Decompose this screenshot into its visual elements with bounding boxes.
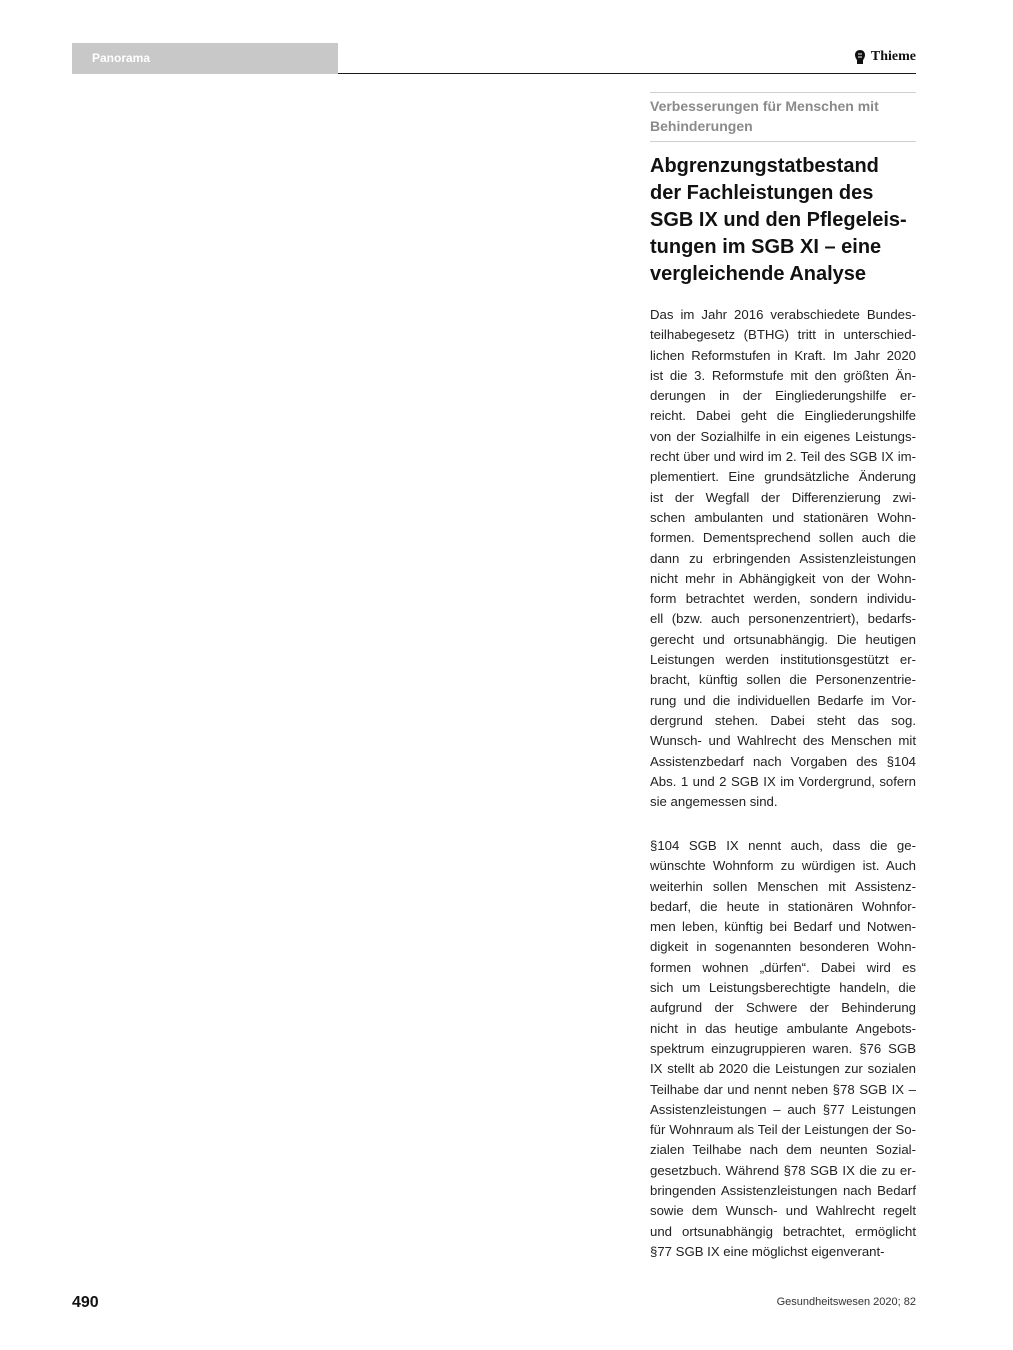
text-line: dergrund stehen. Dabei steht das sog. (650, 712, 916, 728)
text-line: zialen Teilhabe nach dem neunten Sozial- (650, 1142, 916, 1158)
text-line: gesetzbuch. Während §78 SGB IX die zu er- (650, 1162, 916, 1178)
publisher-brand (854, 48, 916, 66)
article-kicker: Verbesserungen für Menschen mit Behinderungen (650, 98, 879, 134)
text-line: nicht mehr in Abhängigkeit von der Wohn- (650, 570, 916, 586)
text-line: und ortsunabhängig betrachtet, ermöglicht (650, 1223, 916, 1239)
thieme-logo-icon (854, 50, 866, 64)
page-number: 490 (72, 1294, 99, 1311)
section-label: Panorama (72, 43, 338, 74)
text-line: Leistungen werden institutionsgestützt er- (650, 652, 916, 668)
text-line: von der Sozialhilfe in ein eigenes Leistungs- (650, 428, 916, 444)
text-line: Assistenzbedarf nach Vorgaben des §104 (650, 753, 916, 769)
text-line: aufgrund der Schwere der Behinderung (650, 1000, 916, 1016)
text-line: ist der Wegfall der Differenzierung zwi- (650, 489, 916, 505)
journal-citation: Gesundheitswesen 2020; 82 (776, 1296, 916, 1308)
text-line: spektrum einzugruppieren waren. §76 SGB (650, 1040, 916, 1056)
text-line: IX stellt ab 2020 die Leistungen zur sozialen (650, 1061, 916, 1077)
text-line: digkeit in sogenannten besonderen Wohn- (650, 939, 916, 955)
text-line: schen ambulanten und stationären Wohn- (650, 509, 916, 525)
text-line: §77 SGB IX eine möglichst eigenverant- (650, 1243, 885, 1259)
text-line: teilhabegesetz (BTHG) tritt in unterschied- (650, 327, 916, 343)
text-line: reicht. Dabei geht die Eingliederungshilfe (650, 408, 916, 424)
text-line: men leben, künftig bei Bedarf und Notwen- (650, 919, 916, 935)
text-line: formen wohnen „dürfen“. Dabei wird es (650, 959, 916, 975)
header-rule (338, 73, 916, 74)
text-line: Teilhabe dar und nennt neben §78 SGB IX – (650, 1081, 916, 1097)
text-line: bracht, künftig sollen die Personenzentrie- (650, 672, 916, 688)
text-line: sich um Leistungsberechtigte handeln, die (650, 980, 916, 996)
text-line: rung und die individuellen Bedarfe im Vor- (650, 692, 916, 708)
text-line: Wunsch- und Wahlrecht des Menschen mit (650, 733, 916, 749)
text-line: für Wohnraum als Teil der Leistungen der So- (650, 1122, 916, 1138)
text-line: sowie dem Wunsch- und Wahlrecht regelt (650, 1203, 916, 1219)
text-line: §104 SGB IX nennt auch, dass die ge- (650, 838, 916, 853)
text-line: ell (bzw. auch personenzentriert), bedarfs- (650, 611, 916, 627)
text-line: wünschte Wohnform zu würdigen ist. Auch (650, 858, 916, 874)
text-line: nicht in das heutige ambulante Angebots- (650, 1020, 916, 1036)
text-line: Das im Jahr 2016 verabschiedete Bundes- (650, 307, 916, 322)
text-line: bedarf, die heute in stationären Wohnfor- (650, 898, 916, 914)
brand-name: Thieme (870, 49, 916, 64)
paragraph-2 (650, 836, 916, 1262)
text-line: derungen in der Eingliederungshilfe er- (650, 388, 916, 404)
text-line: formen. Dementsprechend sollen auch die (650, 530, 916, 546)
text-line: bringenden Assistenzleistungen nach Bedarf (650, 1183, 916, 1199)
text-line: dann zu erbringenden Assistenzleistungen (650, 550, 916, 566)
article-kicker-box (650, 92, 916, 142)
paragraph-1 (650, 305, 916, 812)
text-line: plementiert. Eine grundsätzliche Änderung (650, 469, 916, 485)
text-line: form betrachtet werden, sondern individu- (650, 591, 916, 607)
text-line: gerecht und ortsunabhängig. Die heutigen (650, 631, 916, 647)
text-line: Assistenzleistungen – auch §77 Leistungen (650, 1101, 916, 1117)
text-line: ist die 3. Reformstufe mit den größten Än- (650, 367, 916, 383)
text-line: lichen Reformstufen in Kraft. Im Jahr 2020 (650, 347, 916, 363)
text-line: recht über und wird im 2. Teil des SGB IX im- (650, 449, 916, 465)
text-line: sie angemessen sind. (650, 794, 778, 810)
text-line: weiterhin sollen Menschen mit Assistenz- (650, 878, 916, 894)
article-title: Abgrenzungstatbestand der Fachleistungen des SGB IX und den Pflegeleis- tungen im SGB XI – eine vergleichende Analyse (650, 155, 907, 285)
text-line: Abs. 1 und 2 SGB IX im Vordergrund, sofern (650, 773, 916, 789)
